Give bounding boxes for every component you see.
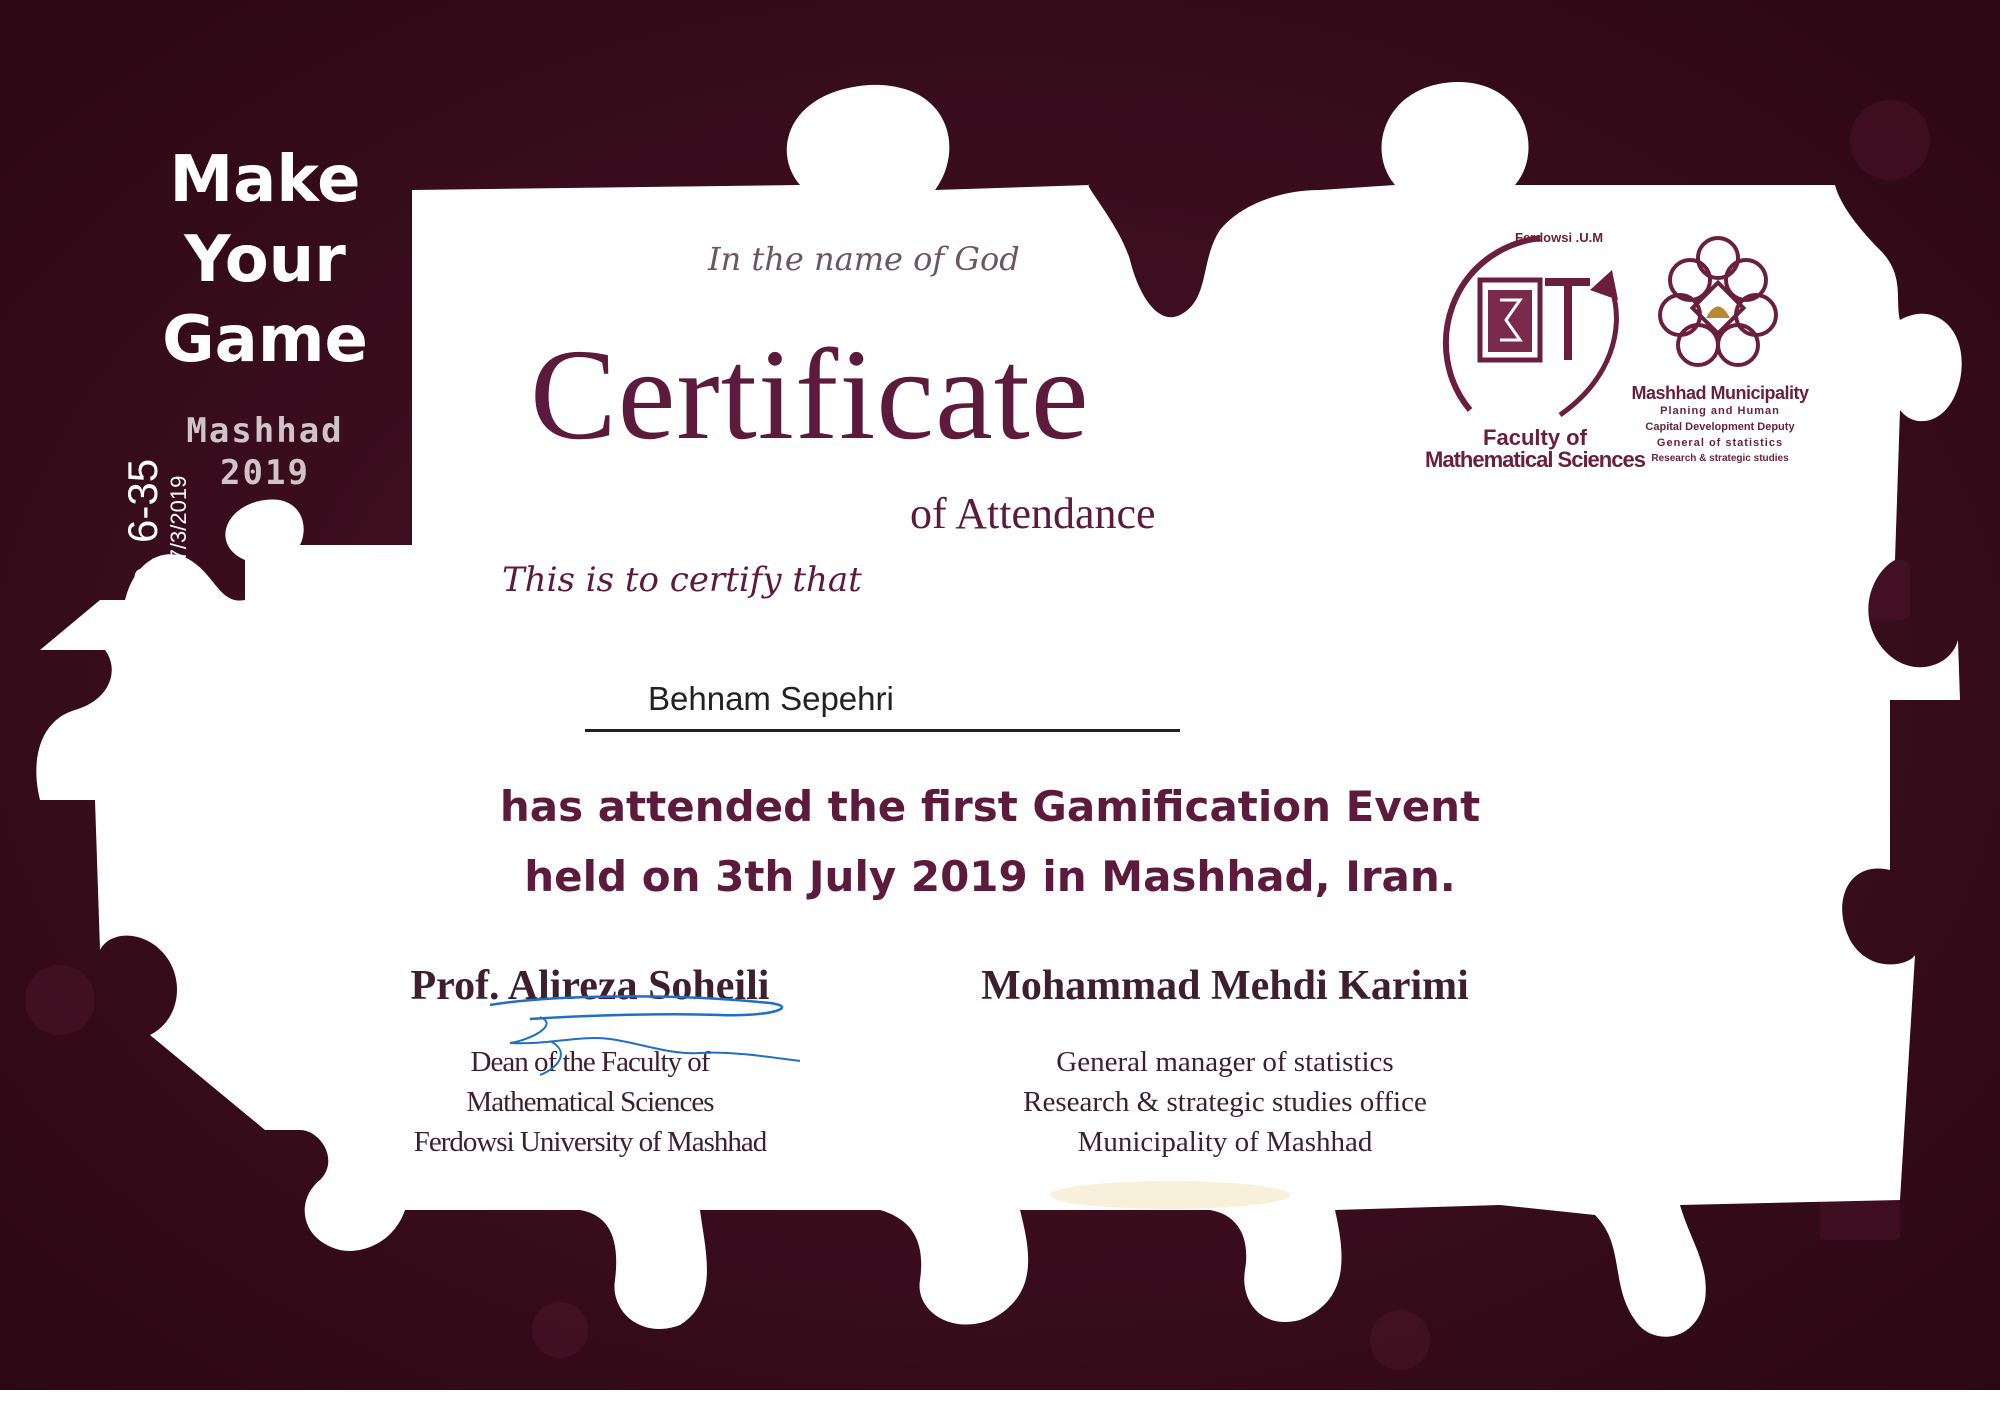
- certificate-reference: [120, 459, 192, 620]
- brand-line-your: Your: [184, 223, 346, 297]
- municipality-line-3: Capital Development Deputy: [1645, 421, 1795, 433]
- certificate-subtitle: of Attendance: [910, 489, 1156, 538]
- attendance-statement-line-1: has attended the first Gamification Event: [499, 782, 1481, 831]
- reference-date: Date: 7/3/2019: [166, 475, 191, 620]
- municipality-line-2: Planing and Human: [1660, 405, 1780, 417]
- signatory-1-role-line: Dean of the Faculty of: [470, 1046, 710, 1078]
- brand-year: 2019: [220, 453, 310, 493]
- signatory-2-role-line: Municipality of Mashhad: [1077, 1126, 1373, 1158]
- municipality-line-5: Research & strategic studies: [1651, 453, 1789, 464]
- invocation-text: In the name of God: [708, 240, 1020, 278]
- signatory-2-roles: [945, 1042, 1505, 1162]
- signatory-1-role-line: Ferdowsi University of Mashhad: [413, 1126, 767, 1158]
- event-brand: [150, 140, 380, 380]
- municipality-line-4: General of statistics: [1656, 437, 1784, 449]
- faculty-arc-text: Ferdowsi .U.M: [1515, 230, 1604, 245]
- reference-number: No. 6-35: [119, 458, 166, 620]
- signatory-1-role-line: Mathematical Sciences: [466, 1086, 714, 1118]
- brand-line-game: Game: [162, 303, 368, 377]
- certificate-title: Certificate: [530, 323, 1090, 467]
- signatory-2-role-line: Research & strategic studies office: [1023, 1086, 1427, 1118]
- brand-line-make: Make: [169, 143, 361, 217]
- handwritten-signature: [470, 995, 810, 1105]
- attendance-statement-line-2: held on 3th July 2019 in Mashhad, Iran.: [524, 852, 1456, 901]
- certify-text: This is to certify that: [502, 560, 862, 600]
- brand-city: Mashhad: [186, 411, 344, 451]
- name-underline: [585, 729, 1180, 732]
- faculty-name-line-1: Faculty of: [1483, 425, 1587, 450]
- signatory-1-name: Prof. Alireza Soheili: [410, 963, 770, 1009]
- faculty-name-line-2: Mathematical Sciences: [1425, 447, 1645, 472]
- signatory-2-role-line: General manager of statistics: [1056, 1046, 1394, 1078]
- recipient-name: Behnam Sepehri: [648, 680, 894, 717]
- municipality-line-1: Mashhad Municipality: [1631, 383, 1809, 403]
- signatory-2-name: Mohammad Mehdi Karimi: [981, 963, 1469, 1009]
- paper-stain: [1050, 1181, 1290, 1209]
